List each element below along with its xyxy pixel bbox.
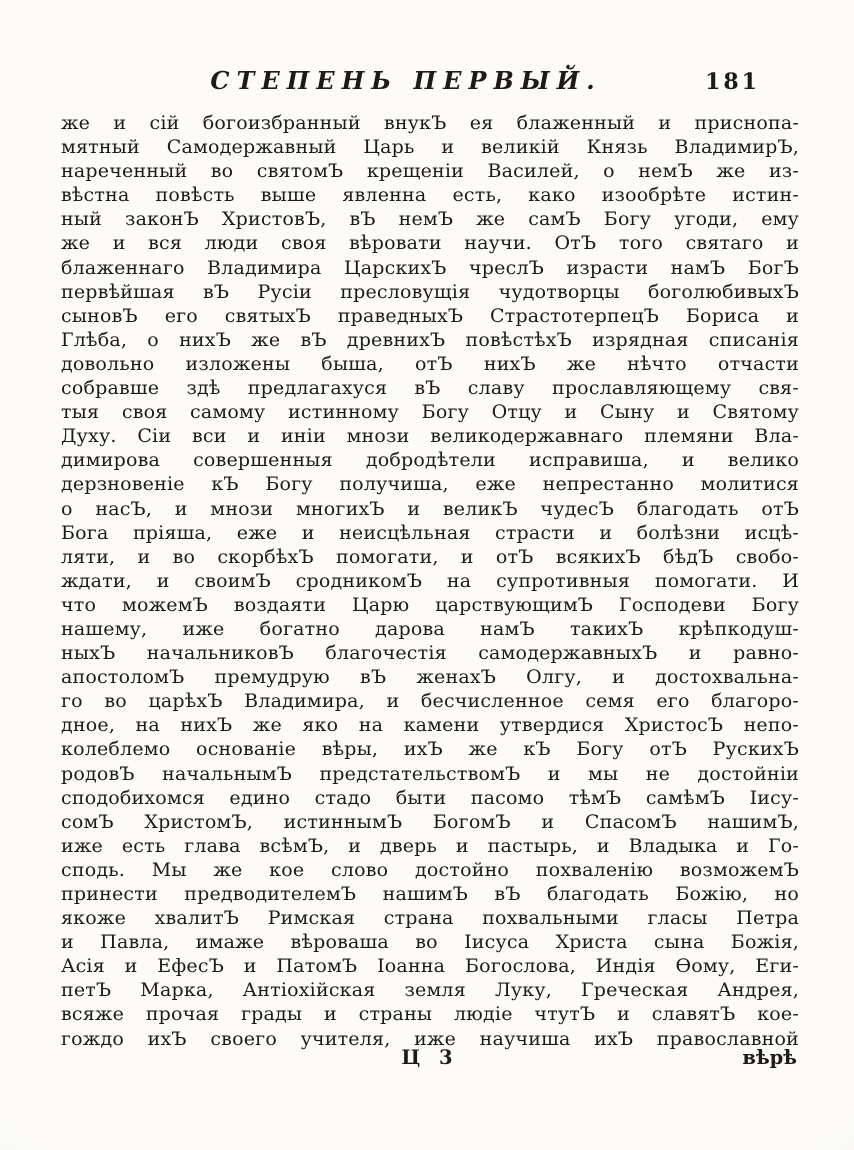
text-line: тыя своя самому истинному Богу Отцу и Сыну и Святому xyxy=(61,401,799,424)
text-line: же и сій богоизбранный внукЪ ея блаженный и приснопа- xyxy=(61,112,799,134)
text-line: что можемЪ воздаяти Царю царствующимЪ Господеви Богу xyxy=(61,593,799,616)
text-line: дерзновеніе кЪ Богу получиша, еже непрестанно молитися xyxy=(61,473,799,496)
text-line: вѣстна повѣсть выше явленна есть, како изообрѣте истин- xyxy=(61,184,799,207)
running-head xyxy=(62,66,798,95)
text-line: собравше здѣ предлагахуся вЪ славу прославляющему свя- xyxy=(61,377,799,400)
text-line: сомЪ ХристомЪ, истиннымЪ БогомЪ и СпасомЪ нашимЪ, xyxy=(61,810,799,833)
text-line: ный законЪ ХристовЪ, вЪ немЪ же самЪ Богу угоди, ему xyxy=(61,208,799,231)
text-line: петЪ Марка, Антіохійская земля Луку, Греческая Андрея, xyxy=(61,979,799,1002)
page-number: 181 xyxy=(705,69,760,95)
text-line: Асія и ЕфесЪ и ПатомЪ Іоанна Богослова, Индія Ѳому, Еги- xyxy=(61,955,799,978)
text-line: мятный Самодержавный Царь и великій Князь ВладимирЪ, xyxy=(61,136,799,159)
text-line: ждати, и своимЪ сродникомЪ на супротивныя помогати. И xyxy=(61,569,799,592)
text-line: и Павла, имаже вѣроваша во Іисуса Христа сына Божія, xyxy=(61,931,799,954)
text-line: первѣйшая вЪ Русіи пресловущія чудотворцы боголюбивыхЪ xyxy=(61,280,799,303)
text-line: димирова совершенныя добродѣтели исправиша, и велико xyxy=(61,449,799,472)
chapter-title: СТЕПЕНЬ ПЕРВЫЙ. xyxy=(210,66,602,95)
text-line: родовЪ начальнымЪ предстательствомЪ и мы не достойніи xyxy=(61,762,799,785)
text-line: сподобихомся едино стадо быти пасомо тѣмЪ самѣмЪ Іису- xyxy=(61,786,799,809)
text-line: довольно изложены быша, отЪ нихЪ же нѣчто отчасти xyxy=(61,352,799,375)
text-line: якоже хвалитЪ Римская страна похвальными гласы Петра xyxy=(61,907,799,930)
text-line: гождо ихЪ своего учителя, иже научиша ихЪ православной xyxy=(61,1027,799,1050)
text-line: ныхЪ начальниковЪ благочестія самодержавныхЪ и равно- xyxy=(61,642,799,665)
text-line: Бога пріяша, еже и неисцѣльная страсти и болѣзни исцѣ- xyxy=(61,521,799,544)
text-line: блаженнаго Владимира ЦарскихЪ чреслЪ израсти намЪ БогЪ xyxy=(61,256,799,279)
signature-mark: Ц 3 xyxy=(401,1046,459,1069)
text-line: колеблемо основаніе вѣры, ихЪ же кЪ Богу отЪ РускихЪ xyxy=(61,738,799,761)
text-line: сыновЪ его святыхЪ праведныхЪ СтрастотерпецЪ Бориса и xyxy=(61,304,799,327)
text-line: всяже прочая грады и страны людіе чтутЪ и славятЪ кое- xyxy=(61,1003,799,1026)
text-line: же и вся люди своя вѣровати научи. ОтЪ того святаго и xyxy=(61,232,799,255)
body-text xyxy=(61,111,799,1051)
text-line: Глѣба, о нихЪ же вЪ древнихЪ повѣстѣхЪ изрядная списанія xyxy=(61,328,799,351)
text-line: дное, на нихЪ же яко на камени утвердися ХристосЪ непо- xyxy=(61,714,799,737)
text-line: сподь. Мы же кое слово достойно похваленію возможемЪ xyxy=(61,858,799,881)
text-line: го во царѣхЪ Владимира, и бесчисленное семя его благоро- xyxy=(61,690,799,713)
text-line: нашему, иже богатно дарова намЪ такихЪ крѣпкодуш- xyxy=(61,617,799,640)
text-line: Духу. Сіи вси и иніи мнози великодержавнаго племяни Вла- xyxy=(61,425,799,448)
text-line: нареченный во святомЪ крещеніи Василей, о немЪ же из- xyxy=(61,160,799,183)
text-line: апостоломЪ премудрую вЪ женахЪ Олгу, и достохвальна- xyxy=(61,666,799,689)
text-line: принести предводителемЪ нашимЪ вЪ благодать Божію, но xyxy=(61,883,799,905)
text-line: ляти, и во скорбѣхЪ помогати, и отЪ всякихЪ бѣдЪ свобо- xyxy=(61,545,799,568)
text-line: о насЪ, и мнози многихЪ и великЪ чудесЪ благодать отЪ xyxy=(61,497,799,520)
catchword: вѣрѣ xyxy=(742,1046,797,1069)
page-footer xyxy=(61,1046,799,1072)
text-line: иже есть глава всѣмЪ, и дверь и пастырь, и Владыка и Го- xyxy=(61,834,799,857)
